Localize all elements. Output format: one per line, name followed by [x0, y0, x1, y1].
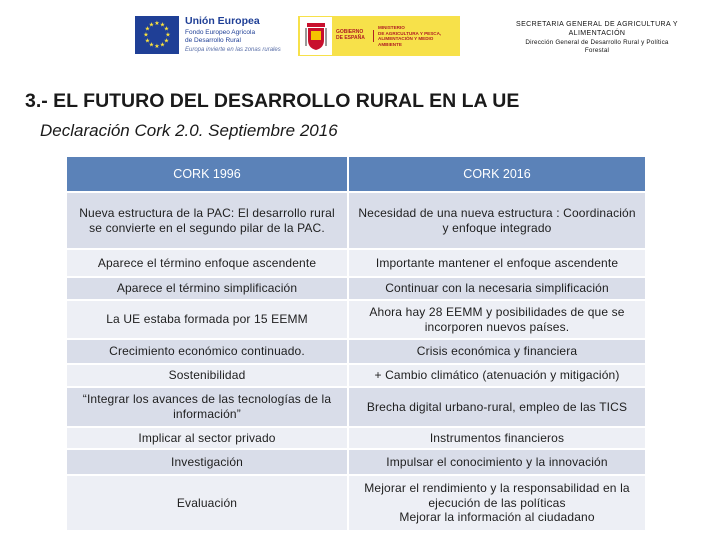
svg-text:★: ★ — [143, 31, 149, 39]
page-subtitle: Declaración Cork 2.0. Septiembre 2016 — [40, 121, 338, 140]
table-row — [67, 301, 645, 338]
cork-1996-cell: “Integrar los avances de las tecnologías de la información” — [67, 388, 347, 426]
svg-text:★: ★ — [163, 25, 170, 33]
government-name-line2: DE ESPAÑA — [336, 35, 365, 41]
svg-text:★: ★ — [159, 21, 166, 29]
eu-slogan: Europa invierte en las zonas rurales — [185, 46, 281, 53]
eu-title: Unión Europea — [185, 15, 260, 27]
table-row — [67, 340, 645, 363]
secretaria-header — [490, 20, 704, 56]
secretaria-line1: SECRETARIA GENERAL DE AGRICULTURA Y — [516, 21, 678, 28]
svg-text:★: ★ — [154, 43, 160, 50]
cork-1996-cell: Aparece el término enfoque ascendente — [67, 250, 347, 276]
cork-2016-cell: Impulsar el conocimiento y la innovación — [349, 450, 645, 474]
cork-2016-cell: + Cambio climático (atenuación y mitigación) — [349, 365, 645, 386]
svg-text:★: ★ — [148, 41, 155, 49]
table-row — [67, 388, 645, 426]
svg-text:★: ★ — [148, 21, 155, 29]
column-header-cork-2016: CORK 2016 — [349, 157, 645, 191]
cork-1996-cell: Evaluación — [67, 476, 347, 530]
cork-2016-cell-line: Mejorar el rendimiento y la responsabilidad en la ejecución de las políticas — [364, 481, 630, 510]
cork-1996-cell: Crecimiento económico continuado. — [67, 340, 347, 363]
cork-2016-cell — [349, 476, 645, 530]
secretaria-line4: Forestal — [584, 47, 610, 55]
cork-1996-cell: Investigación — [67, 450, 347, 474]
eu-logo — [135, 16, 285, 60]
table-row — [67, 193, 645, 248]
cork-1996-cell: Implicar al sector privado — [67, 428, 347, 448]
table-row — [67, 365, 645, 386]
eu-flag-icon — [135, 16, 179, 54]
cork-1996-cell: Sostenibilidad — [67, 365, 347, 386]
svg-text:★: ★ — [154, 20, 160, 27]
column-header-cork-1996: CORK 1996 — [67, 157, 347, 191]
cork-2016-cell: Ahora hay 28 EEMM y posibilidades de que se incorporen nuevos países. — [349, 301, 645, 338]
cork-1996-cell: Nueva estructura de la PAC: El desarrollo rural se convierte en el segundo pilar de la PAC. — [67, 193, 347, 248]
cork-1996-cell: La UE estaba formada por 15 EEMM — [67, 301, 347, 338]
table-row — [67, 450, 645, 474]
table-row — [67, 428, 645, 448]
ministry-name — [378, 25, 458, 47]
cork-2016-cell: Crisis económica y financiera — [349, 340, 645, 363]
cork-2016-cell: Brecha digital urbano-rural, empleo de las TICS — [349, 388, 645, 426]
eu-fund-line1: Fondo Europeo Agrícola — [185, 29, 256, 37]
cork-2016-cell: Necesidad de una nueva estructura : Coordinación y enfoque integrado — [349, 193, 645, 248]
government-logo — [298, 16, 460, 56]
svg-text:★: ★ — [144, 37, 151, 45]
table-row — [67, 278, 645, 299]
page-title: 3.- EL FUTURO DEL DESARROLLO RURAL EN LA UE — [25, 90, 520, 112]
svg-text:★: ★ — [165, 31, 171, 39]
comparison-table — [65, 155, 647, 532]
svg-text:★: ★ — [159, 41, 166, 49]
cork-2016-cell: Continuar con la necesaria simplificación — [349, 278, 645, 299]
svg-text:★: ★ — [163, 37, 170, 45]
secretaria-line2: ALIMENTACIÓN — [568, 30, 626, 38]
eu-fund-line2: de Desarrollo Rural — [185, 36, 241, 44]
coat-of-arms-icon — [300, 17, 332, 55]
ministry-line3: ALIMENTACIÓN Y MEDIO AMBIENTE — [378, 36, 434, 47]
table-row — [67, 476, 645, 530]
cork-1996-cell: Aparece el término simplificación — [67, 278, 347, 299]
cork-2016-cell: Instrumentos financieros — [349, 428, 645, 448]
ministry-line1: MINISTERIO — [378, 25, 405, 30]
table-row — [67, 250, 645, 276]
government-name-line1: GOBIERNO — [336, 29, 364, 36]
ministry-line2: DE AGRICULTURA Y PESCA, — [378, 30, 442, 36]
secretaria-line3: Dirección General de Desarrollo Rural y Política — [525, 38, 669, 46]
cork-2016-cell-line: Mejorar la información al ciudadano — [399, 510, 595, 525]
cork-2016-cell: Importante mantener el enfoque ascendente — [349, 250, 645, 276]
table-header-row — [67, 157, 645, 191]
government-name — [336, 30, 374, 42]
svg-text:★: ★ — [144, 25, 151, 33]
